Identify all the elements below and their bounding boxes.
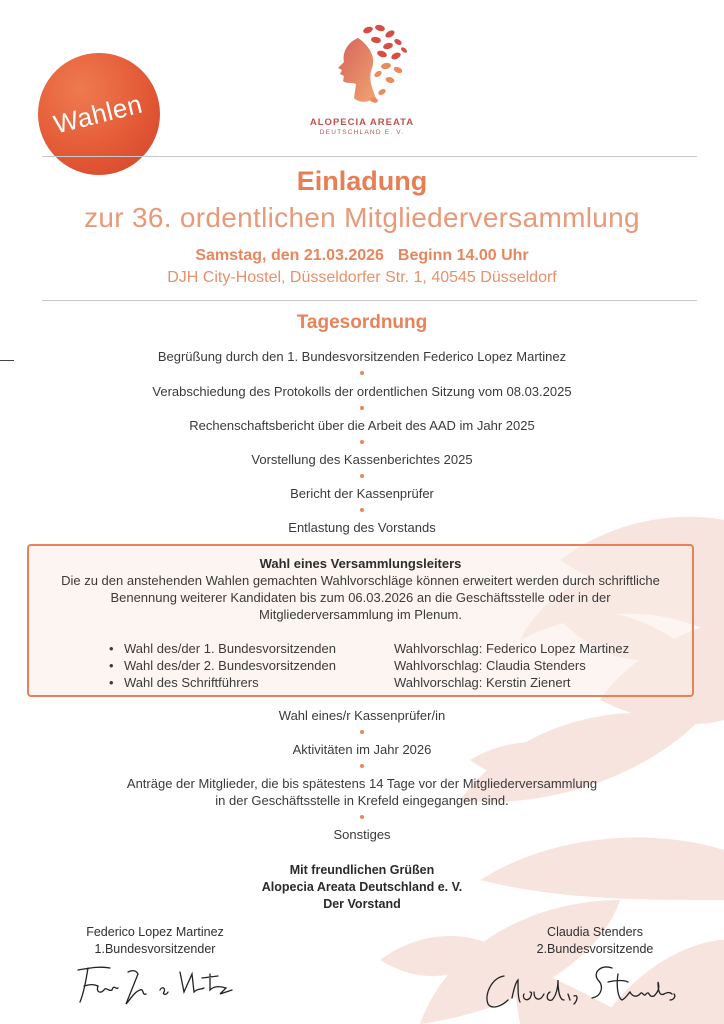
bullet-icon: • xyxy=(109,641,114,656)
bullet-dot-icon xyxy=(360,508,364,512)
bullet-dot-icon xyxy=(360,440,364,444)
election-proposal: Wahlvorschlag: Claudia Stenders xyxy=(394,658,586,673)
election-box-title: Wahl eines Versammlungsleiters xyxy=(259,556,462,571)
election-position: Wahl des/der 2. Bundesvorsitzenden xyxy=(124,658,336,673)
agenda-item-continued: in der Geschäftsstelle in Krefeld eingegangen sind. xyxy=(215,793,509,808)
election-row xyxy=(109,657,629,674)
meeting-time: Beginn 14.00 Uhr xyxy=(397,247,529,264)
logo-subtitle: DEUTSCHLAND E. V. xyxy=(319,129,405,136)
agenda-item: Bericht der Kassenprüfer xyxy=(290,486,434,501)
agenda-item: Verabschiedung des Protokolls der ordentlichen Sitzung vom 08.03.2025 xyxy=(152,384,572,399)
election-list xyxy=(109,640,629,691)
closing-board: Der Vorstand xyxy=(323,897,401,911)
logo-title: ALOPECIA AREATA xyxy=(309,117,415,128)
agenda-item: Entlastung des Vorstands xyxy=(288,520,436,535)
closing-greeting: Mit freundlichen Grüßen xyxy=(289,863,435,877)
agenda-item: Begrüßung durch den 1. Bundesvorsitzenden Federico Lopez Martinez xyxy=(157,349,567,364)
signatory-2 xyxy=(500,924,690,958)
signature-claudia-icon xyxy=(478,958,678,1014)
closing-block xyxy=(0,862,724,913)
signatory-role: 1.Bundesvorsitzender xyxy=(94,942,216,956)
closing-organization: Alopecia Areata Deutschland e. V. xyxy=(261,880,463,894)
bullet-dot-icon xyxy=(360,815,364,819)
election-position: Wahl des/der 1. Bundesvorsitzenden xyxy=(124,641,336,656)
woman-profile-leaves-logo-icon xyxy=(320,18,420,113)
invitation-subtitle: zur 36. ordentlichen Mitgliederversammlung xyxy=(84,202,640,233)
election-row xyxy=(109,640,629,657)
election-position: Wahl des Schriftführers xyxy=(124,675,259,690)
election-box-text xyxy=(29,572,692,623)
divider-top xyxy=(42,156,697,157)
bullet-dot-icon xyxy=(360,764,364,768)
bullet-icon: • xyxy=(109,675,114,690)
wahlen-badge-label: Wahlen xyxy=(50,88,146,139)
agenda-item: Aktivitäten im Jahr 2026 xyxy=(292,742,432,757)
signatory-name: Claudia Stenders xyxy=(547,925,643,939)
meeting-date-time xyxy=(0,247,724,265)
election-proposal: Wahlvorschlag: Federico Lopez Martinez xyxy=(394,641,630,656)
election-proposal: Wahlvorschlag: Kerstin Zienert xyxy=(394,675,571,690)
election-text-line: Benennung weiterer Kandidaten bis zum 06.03.2026 an die Geschäftsstelle oder in der xyxy=(110,590,611,605)
agenda-item: Sonstiges xyxy=(333,827,391,842)
bullet-icon: • xyxy=(109,658,114,673)
agenda-item: Anträge der Mitglieder, die bis spätestens 14 Tage vor der Mitgliederversammlung xyxy=(126,776,598,791)
election-text-line: Mitgliederversammlung im Plenum. xyxy=(258,607,462,622)
divider-middle xyxy=(42,300,697,301)
election-text-line: Die zu den anstehenden Wahlen gemachten Wahlvorschläge können erweitert werden durch schriftliche xyxy=(61,573,660,588)
invitation-title: Einladung xyxy=(296,166,428,196)
signatory-role: 2.Bundesvorsitzende xyxy=(536,942,654,956)
bullet-dot-icon xyxy=(360,730,364,734)
agenda-item: Wahl eines/r Kassenprüfer/in xyxy=(278,708,446,723)
signatory-name: Federico Lopez Martinez xyxy=(86,925,224,939)
meeting-date: Samstag, den 21.03.2026 xyxy=(195,247,384,264)
bullet-dot-icon xyxy=(360,406,364,410)
bullet-dot-icon xyxy=(360,371,364,375)
agenda-heading: Tagesordnung xyxy=(296,312,428,333)
election-row xyxy=(109,674,629,691)
signature-federico-icon xyxy=(70,960,240,1010)
bullet-dot-icon xyxy=(360,474,364,478)
agenda-item: Rechenschaftsbericht über die Arbeit des AAD im Jahr 2025 xyxy=(189,418,535,433)
meeting-location: DJH City-Hostel, Düsseldorfer Str. 1, 40545 Düsseldorf xyxy=(167,269,557,286)
election-box xyxy=(27,544,694,697)
agenda-item: Vorstellung des Kassenberichtes 2025 xyxy=(251,452,473,467)
signatory-1 xyxy=(60,924,250,958)
